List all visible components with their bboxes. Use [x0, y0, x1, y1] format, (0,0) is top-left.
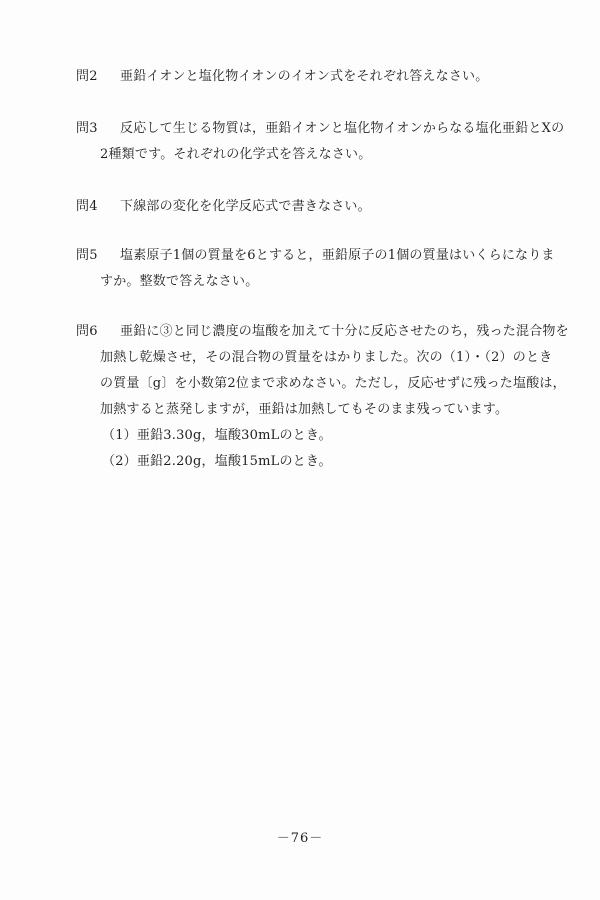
sub-question-1: （1）亜鉛3.30g，塩酸30mLのとき。 [102, 428, 332, 443]
question-line [76, 319, 569, 345]
question-text: 反応して生じる物質は，亜鉛イオンと塩化物イオンからなる塩化亜鉛とXの [120, 121, 565, 136]
question-text: 亜鉛イオンと塩化物イオンのイオン式をそれぞれ答えなさい。 [120, 69, 489, 84]
question-2 [76, 64, 556, 90]
question-number: 問4 [76, 199, 98, 214]
question-3 [76, 116, 565, 168]
question-line [76, 116, 565, 142]
question-text: 塩素原子1個の質量を6とすると，亜鉛原子の1個の質量はいくらになりま [120, 248, 555, 263]
question-text-continuation: 2種類です。それぞれの化学式を答えなさい。 [100, 147, 372, 162]
question-number: 問2 [76, 69, 98, 84]
question-text-continuation: 加熱し乾燥させ，その混合物の質量をはかりました。次の（1）・（2）のとき [100, 350, 553, 365]
question-number: 問5 [76, 248, 98, 263]
question-line [76, 243, 556, 269]
question-line [76, 64, 556, 90]
question-4 [76, 194, 556, 220]
question-text: 下線部の変化を化学反応式で書きなさい。 [120, 199, 371, 214]
question-number: 問3 [76, 121, 98, 136]
question-line [76, 194, 556, 220]
question-number: 問6 [76, 324, 98, 339]
question-text-continuation: すか。整数で答えなさい。 [100, 274, 259, 289]
sub-question-2: （2）亜鉛2.20g，塩酸15mLのとき。 [102, 454, 332, 469]
question-text: 亜鉛に③と同じ濃度の塩酸を加えて十分に反応させたのち，残った混合物を [120, 324, 569, 339]
page-number: －76－ [276, 831, 324, 846]
question-6 [76, 319, 569, 475]
question-5 [76, 243, 556, 295]
question-text-continuation: の質量〔g〕を小数第2位まで求めなさい。ただし，反応せずに残った塩酸は， [100, 376, 566, 391]
question-text-continuation: 加熱すると蒸発しますが，亜鉛は加熱してもそのまま残っています。 [100, 402, 509, 417]
